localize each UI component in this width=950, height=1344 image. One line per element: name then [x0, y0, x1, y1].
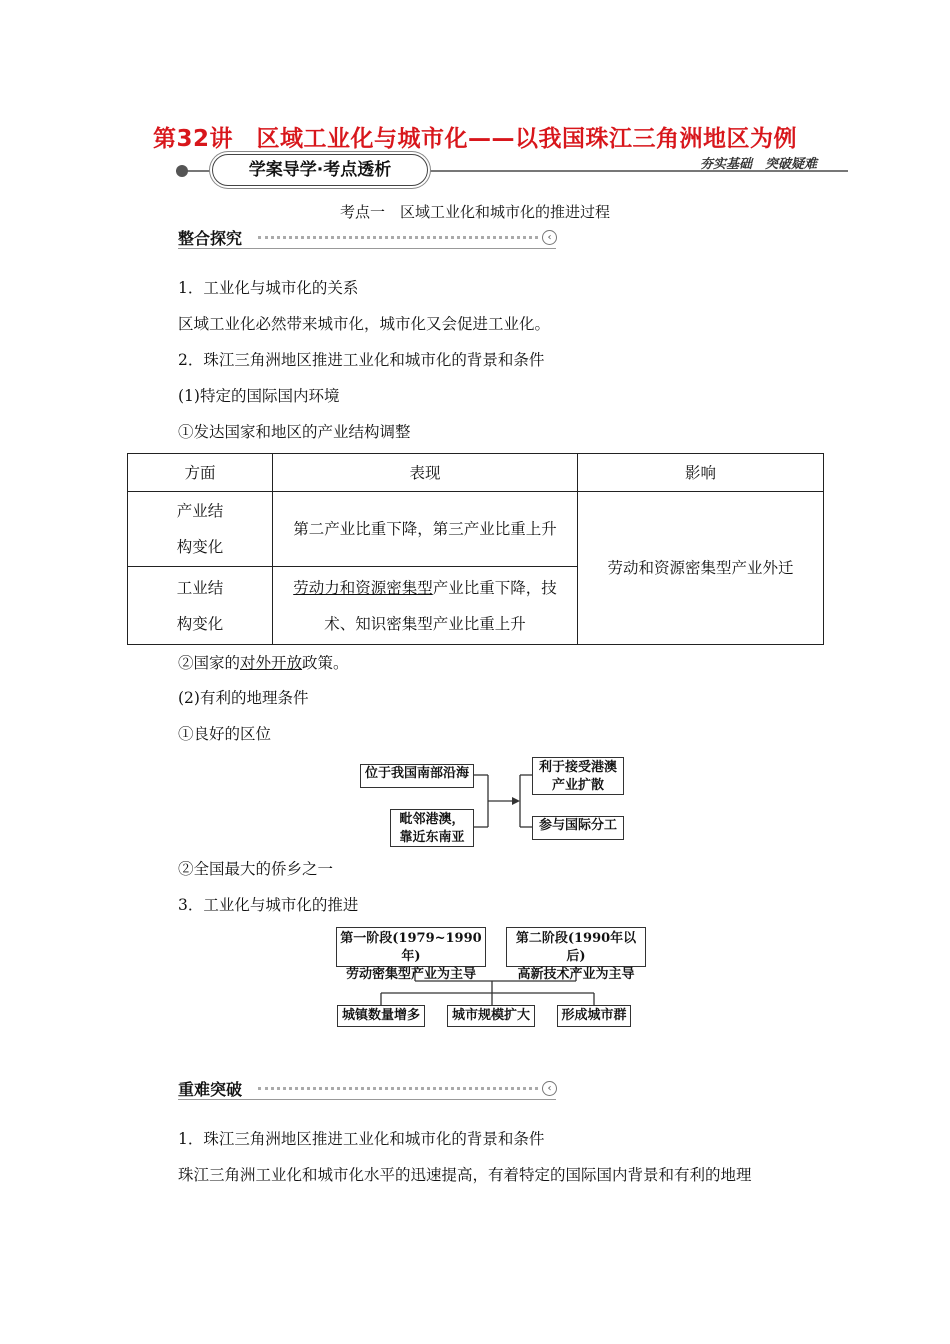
- table-cell-aspect-2-line1: 工业结: [176, 578, 224, 597]
- table-header-aspect: 方面: [128, 454, 273, 492]
- section-dots-2: [258, 1087, 538, 1090]
- item-2-1-2-pre: ②国家的: [178, 654, 241, 672]
- underlined-term: 劳动力和资源密集型: [293, 578, 433, 597]
- diagram-box-industry-diffusion: [532, 757, 624, 795]
- chevron-left-icon: ‹: [542, 230, 557, 245]
- diagram-box-near-hk-macao-line1: 毗邻港澳，: [399, 812, 465, 827]
- diagram-box-stage-1: [336, 927, 486, 982]
- diagram-box-industry-diffusion-line2: 产业扩散: [551, 778, 604, 793]
- item-2-2-heading: (2)有利的地理条件: [178, 689, 309, 707]
- diagram-box-stage-2-line2: 高新技术产业为主导: [517, 967, 635, 982]
- table-cell-aspect-2-line2: 构变化: [176, 614, 224, 633]
- diagram-box-larger-cities: 城市规模扩大: [447, 1005, 535, 1027]
- table-cell-performance-1: 第二产业比重下降，第三产业比重上升: [273, 492, 578, 567]
- lesson-title: 第32讲 区域工业化与城市化——以我国珠江三角洲地区为例: [152, 126, 797, 152]
- topic-heading: 考点一 区域工业化和城市化的推进过程: [339, 203, 610, 221]
- item-4-text: 珠江三角洲工业化和城市化水平的迅速提高，有着特定的国际国内背景和有利的地理: [178, 1166, 752, 1184]
- diagram-box-international-division: 参与国际分工: [532, 816, 624, 840]
- table-cell-impact: 劳动和资源密集型产业外迁: [578, 492, 824, 645]
- table-cell-performance-2-line2: 术、知识密集型产业比重上升: [324, 614, 526, 633]
- section-underline-2: [178, 1099, 556, 1100]
- diagram-box-more-towns: 城镇数量增多: [337, 1005, 425, 1027]
- diagram-box-stage-1-line2: 劳动密集型产业为主导: [345, 967, 476, 982]
- section-heading-key-points: 重难突破: [178, 1080, 243, 1099]
- diagram-box-industry-diffusion-line1: 利于接受港澳: [538, 760, 617, 775]
- table-cell-aspect-1-line1: 产业结: [176, 502, 224, 520]
- diagram-box-near-hk-macao-line2: 靠近东南亚: [399, 830, 465, 845]
- item-2-1-1: ①发达国家和地区的产业结构调整: [178, 423, 411, 441]
- item-3-heading: 3．工业化与城市化的推进: [178, 896, 359, 914]
- table-cell-aspect-1-line2: 构变化: [176, 538, 224, 556]
- header-badge-label: 学案导学·考点透析: [248, 160, 392, 180]
- diagram-box-southern-coast: 位于我国南部沿海: [360, 764, 474, 788]
- item-4-heading: 1．珠江三角洲地区推进工业化和城市化的背景和条件: [178, 1130, 545, 1148]
- section-heading-integration: 整合探究: [178, 229, 243, 248]
- item-2-1-2-post: 政策。: [302, 654, 349, 672]
- diagram-box-stage-1-line1: 第一阶段(1979~1990年): [340, 931, 482, 964]
- item-2-1-2-underlined: 对外开放: [240, 654, 303, 672]
- chevron-left-icon: ‹: [542, 1081, 557, 1096]
- diagram-box-stage-2: [506, 927, 646, 982]
- diagram-box-stage-2-line1: 第二阶段(1990年以后): [515, 931, 637, 964]
- item-2-2-2: ②全国最大的侨乡之一: [178, 860, 334, 878]
- table-cell-performance-2-line1: 产业比重下降，技: [432, 578, 557, 597]
- header-slogan: 夯实基础 突破疑难: [700, 157, 818, 172]
- item-2-2-1: ①良好的区位: [178, 725, 272, 743]
- table-header-performance: 表现: [273, 454, 578, 492]
- item-2-1-heading: (1)特定的国际国内环境: [178, 387, 340, 405]
- table-header-impact: 影响: [578, 454, 824, 492]
- item-1-text: 区域工业化必然带来城市化，城市化又会促进工业化。: [178, 315, 551, 333]
- item-1-heading: 1．工业化与城市化的关系: [178, 279, 359, 297]
- diagram-box-city-cluster: 形成城市群: [557, 1005, 631, 1027]
- diagram-box-near-hk-macao: [390, 809, 474, 847]
- item-2-heading: 2．珠江三角洲地区推进工业化和城市化的背景和条件: [178, 351, 545, 369]
